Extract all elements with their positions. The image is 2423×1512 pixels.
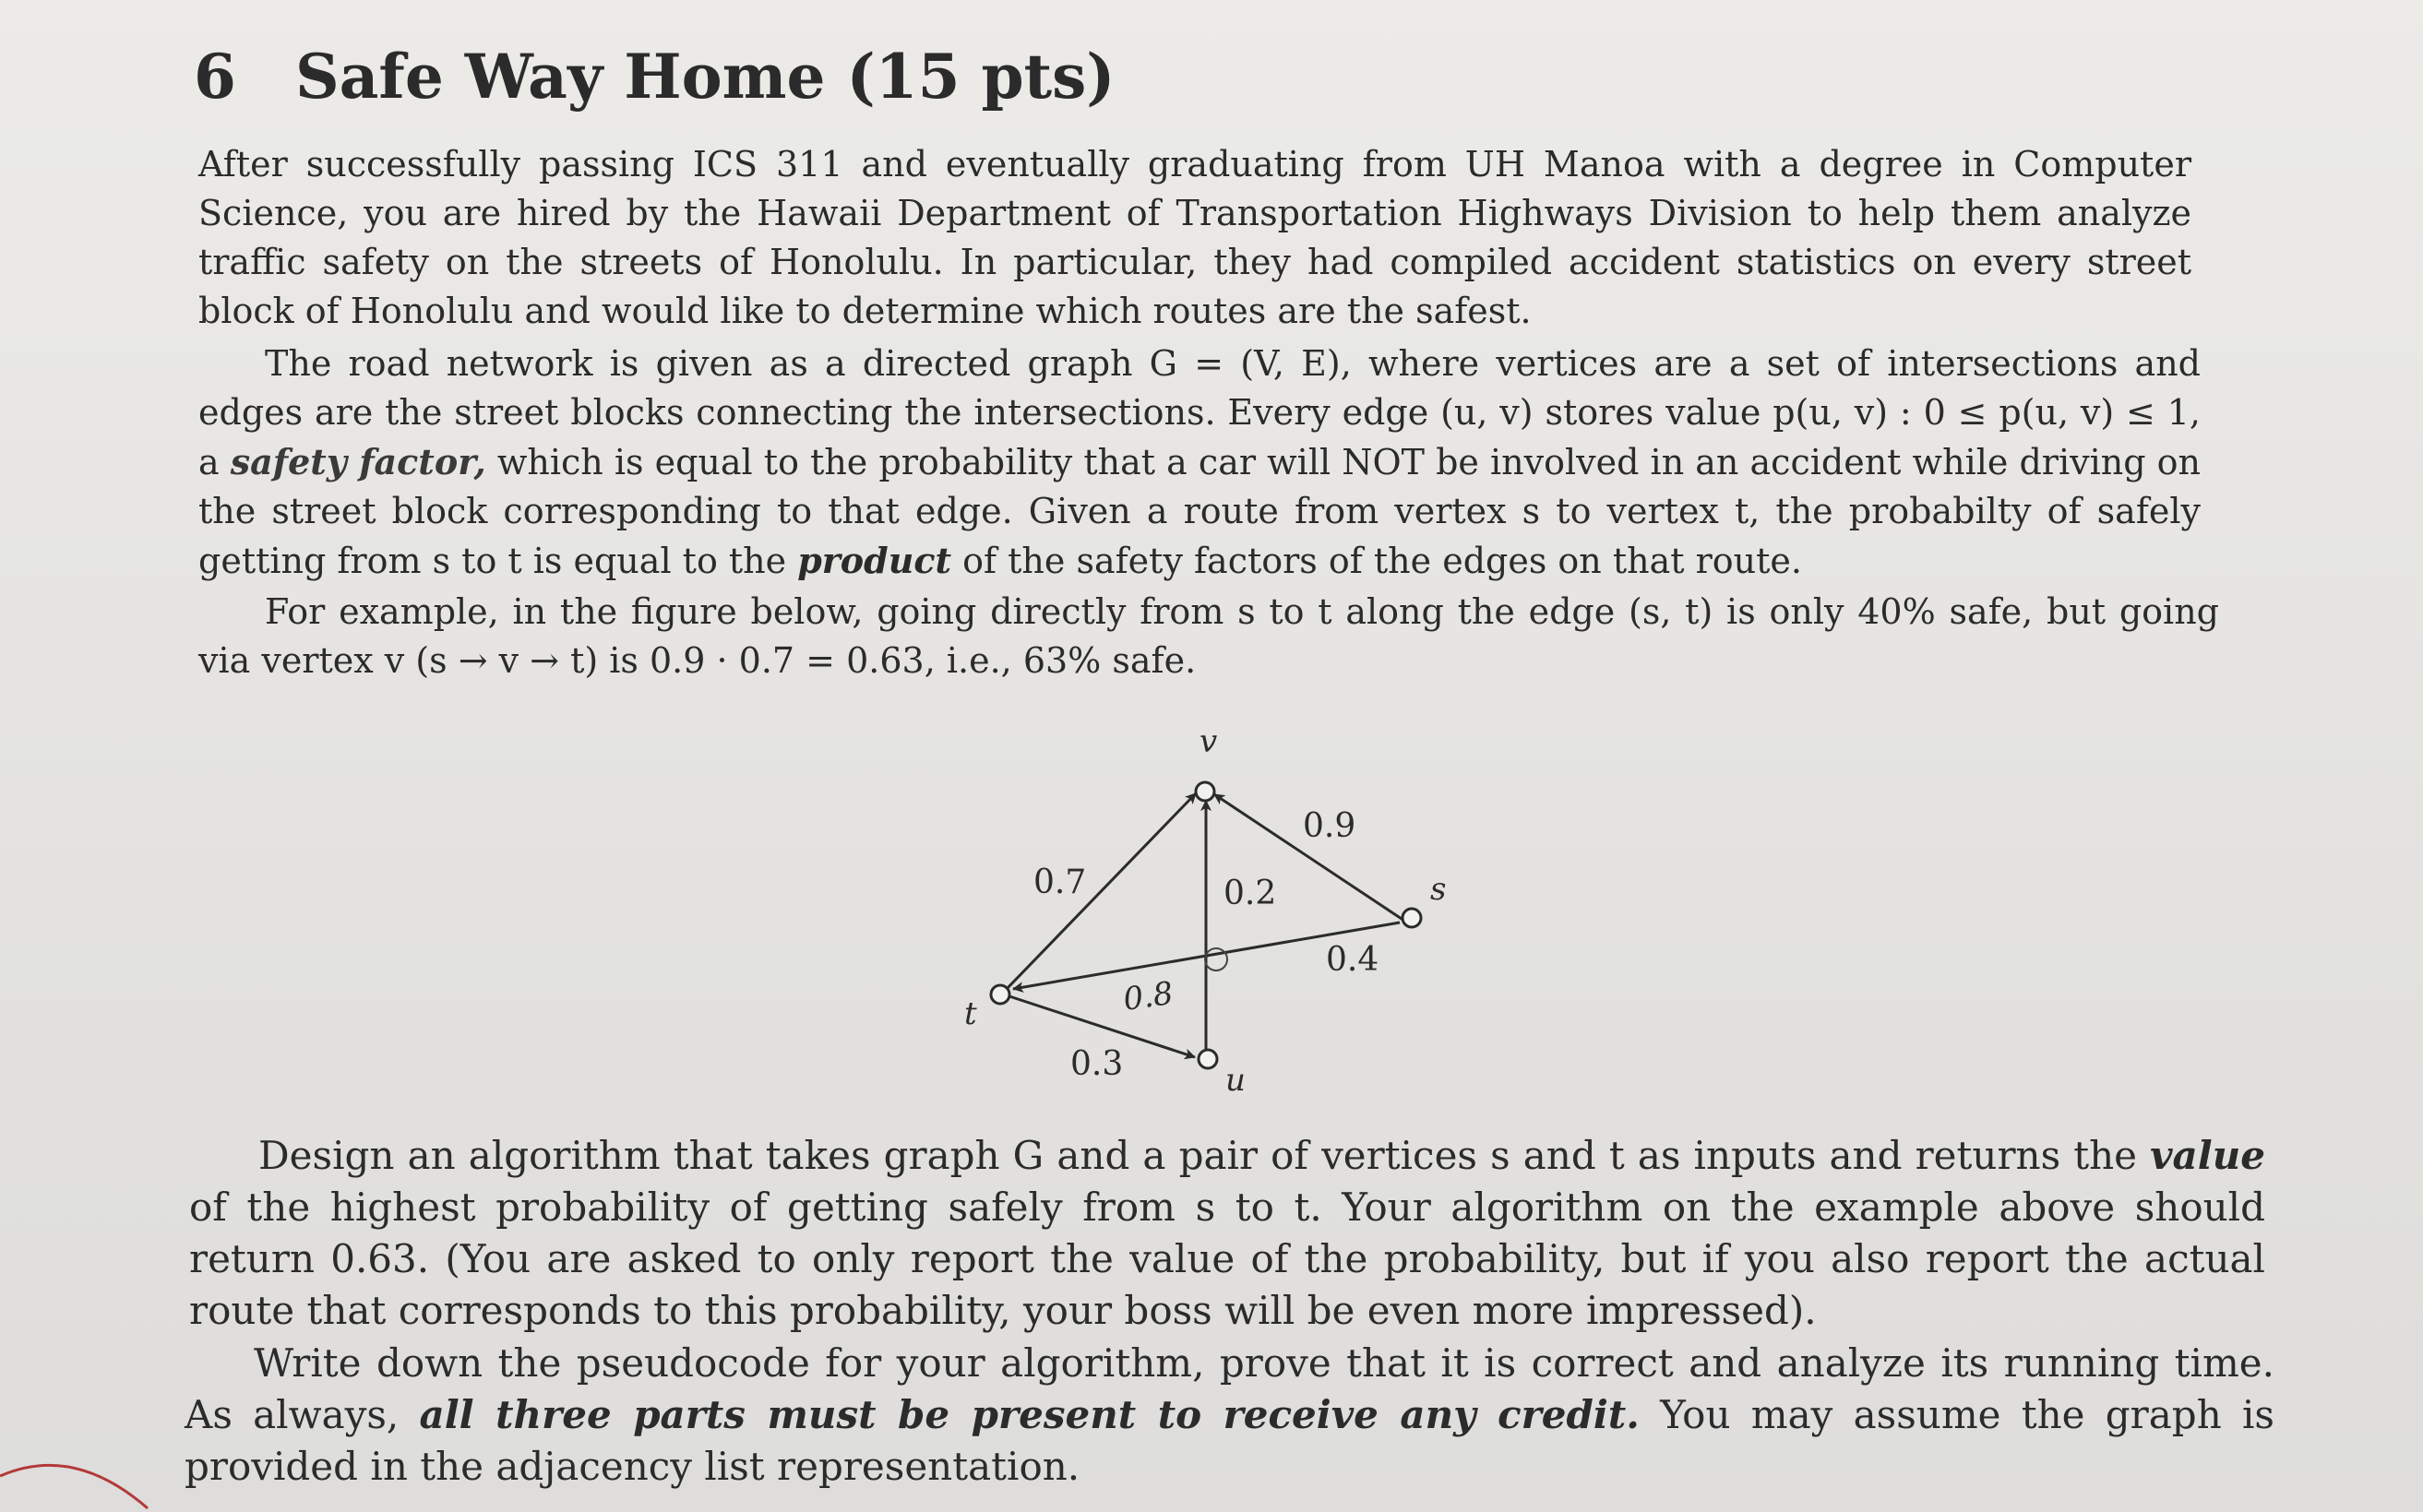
vertex-label-v: v [1200,723,1218,760]
network-text-c: of the safety factors of the edges on that route. [951,541,1802,581]
vertex-v [1196,782,1214,801]
section-heading [194,41,1116,113]
write-text-a: Write down the pseudocode for your algorithm, prove that it is correct and analyze its running time. As always, [185,1340,2274,1437]
design-paragraph [189,1130,2265,1337]
edge-label-t-v: 0.7 [1033,863,1087,901]
vertex-label-s: s [1430,871,1447,908]
network-text-a: The road network is given as a directed graph G = (V, E), where vertices are a set of intersections and edges are the street blocks connecting the intersections. Every edge (u, v) stores value p(u, v) : 0 ≤ p(u, v) ≤ 1, a [198,343,2201,482]
edge-label-s-t: 0.4 [1326,941,1379,979]
intro-paragraph: After successfully passing ICS 311 and eventually graduating from UH Manoa with a degree in Computer Science, you are hired by the Hawaii Department of Transportation Highways Division to help them analyze traffic safety on the streets of Honolulu. In particular, they had compiled accident statistics on every street block of Honolulu and would like to determine which routes are the safest. [198,144,2191,331]
handwritten-note: 0.8 [1120,974,1176,1018]
vertex-t [991,985,1009,1004]
write-paragraph [185,1338,2274,1493]
vertex-s [1402,909,1421,927]
edge-label-t-u: 0.3 [1070,1045,1124,1083]
value-term: value [2150,1133,2265,1178]
credit-emphasis: all three parts must be present to receive any credit. [419,1392,1640,1437]
network-text-b: which is equal to the probability that a car will NOT be involved in an accident while driving on the street block corresponding to that edge. Given a route from vertex s to vertex t, the probabilty of safely getting from s to t is equal to the [198,442,2201,581]
vertex-u [1199,1050,1217,1068]
graph-figure [923,710,1495,1116]
vertex-label-t: t [964,995,977,1032]
network-paragraph [198,339,2201,586]
section-number: 6 [194,41,236,113]
design-text-b: of the highest probability of getting safely from s to t. Your algorithm on the example above should return 0.63. (You are asked to only report the value of the probability, but if you also report the actual route that corresponds to this probability, your boss will be even more impressed). [189,1185,2265,1333]
edge-label-s-v: 0.9 [1303,807,1356,845]
example-paragraph: For example, in the figure below, going directly from s to t along the edge (s, t) is only 40% safe, but going via vertex v (s → v → t) is 0.9 · 0.7 = 0.63, i.e., 63% safe. [198,591,2219,681]
crossing-mark [1205,948,1227,970]
write-text-b: You may assume the graph is provided in the adjacency list representation. [185,1392,2274,1489]
margin-mark [0,1439,185,1512]
edge-label-u-v: 0.2 [1223,875,1277,912]
vertex-label-u: u [1225,1062,1246,1099]
safety-factor-term: safety factor, [230,441,486,482]
design-text-a: Design an algorithm that takes graph G and a pair of vertices s and t as inputs and returns the [258,1133,2151,1178]
section-title: Safe Way Home (15 pts) [295,41,1116,113]
product-term: product [797,540,952,581]
